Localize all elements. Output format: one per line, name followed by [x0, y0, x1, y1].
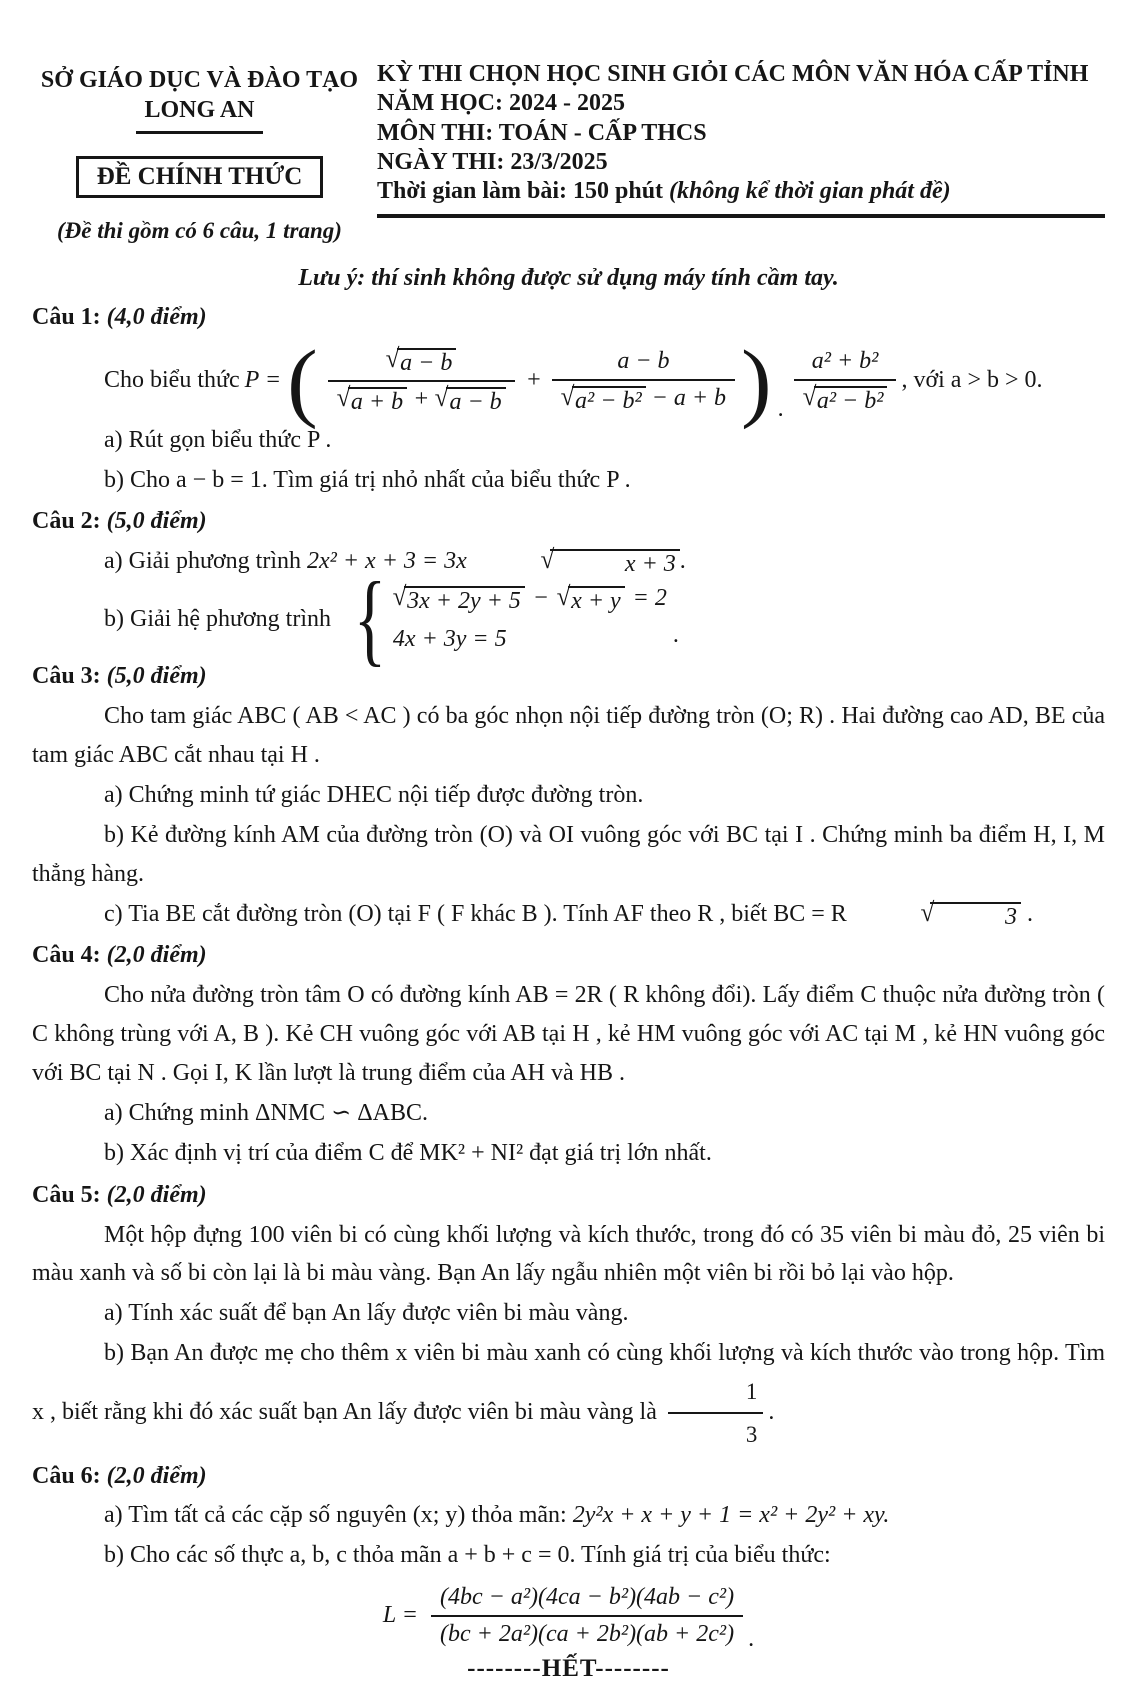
question-5a: a) Tính xác suất để bạn An lấy được viên bi màu vàng.: [104, 1300, 629, 1327]
radicand: a² − b²: [814, 386, 888, 414]
numerator: 1: [745, 1379, 758, 1405]
radicand: a − b: [446, 387, 505, 415]
exam-structure-note: (Đề thi gồm có 6 câu, 1 trang): [57, 217, 342, 243]
sqrt-a2-minus-b2: [560, 382, 646, 415]
sqrt-a-plus-b: [336, 383, 407, 416]
exam-date: NGÀY THI: 23/3/2025: [377, 148, 608, 175]
question-5-label: Câu 5:: [32, 1181, 101, 1208]
duration-line: [377, 177, 1105, 206]
radicand: x + 3: [550, 549, 680, 577]
q1-intro: Cho biểu thức: [104, 367, 240, 394]
radical-sign: √: [560, 382, 575, 412]
radical-sign: √: [336, 383, 351, 413]
question-3a: a) Chứng minh tứ giác DHEC nội tiếp được đường tròn.: [104, 781, 644, 808]
question-2-label: Câu 2:: [32, 508, 101, 535]
radicand: a + b: [348, 387, 407, 415]
calculator-notice: Lưu ý: thí sinh không được sử dụng máy tính cầm tay.: [298, 264, 839, 291]
L-fraction: [431, 1582, 743, 1649]
question-5b: [32, 1334, 1105, 1453]
question-3b: b) Kẻ đường kính AM của đường tròn (O) và OI vuông góc với BC tại I . Chứng minh ba điểm H, I, M thẳng hàng.: [32, 821, 1105, 887]
den-rest: − a + b: [651, 385, 727, 412]
equals-2: = 2: [632, 585, 667, 612]
q5b-period: .: [768, 1398, 775, 1425]
question-1-heading: [32, 298, 1105, 337]
question-4a: a) Chứng minh ΔNMC ∽ ΔABC.: [104, 1099, 428, 1126]
exam-title: KỲ THI CHỌN HỌC SINH GIỎI CÁC MÔN VĂN HÓA CẤP TỈNH: [377, 61, 1089, 87]
numerator: a² + b²: [811, 348, 879, 375]
L-period: .: [748, 1626, 755, 1653]
q2a-equation: 2x² + x + 3 = 3x: [307, 548, 467, 575]
sqrt-a-minus-b: [434, 383, 505, 416]
question-1a: a) Rút gọn biểu thức P .: [104, 426, 332, 453]
question-5-points: (2,0 điểm): [106, 1181, 207, 1208]
radicand: a − b: [397, 348, 456, 376]
header-right: [367, 60, 1105, 218]
radical-sign: √: [802, 382, 817, 412]
question-5-intro: Một hộp đựng 100 viên bi có cùng khối lượng và kích thước, trong đó có 35 viên bi màu đỏ, 25 viên bi màu xanh và số bi còn lại là bi màu vàng. Bạn An lấy ngẫu nhiên một viên bi rồi bỏ lại vào hộp.: [32, 1221, 1105, 1287]
question-1-points: (4,0 điểm): [106, 304, 207, 331]
sqrt-3x-2y-5: [392, 582, 525, 615]
q1-condition: , với a > b > 0.: [901, 367, 1043, 394]
question-2-heading: [32, 502, 1105, 541]
radical-sign: √: [920, 897, 935, 928]
official-exam-label: ĐỀ CHÍNH THỨC: [76, 156, 324, 198]
denominator: 3: [668, 1412, 764, 1453]
q1-fraction-2: [552, 346, 735, 415]
question-1b: b) Cho a − b = 1. Tìm giá trị nhỏ nhất của biểu thức P .: [104, 466, 631, 493]
equation-system: { √ 3x + 2y + 5 − √ x + y = 2 4x + 3y = 5: [353, 561, 667, 677]
school-year: NĂM HỌC: 2024 - 2025: [377, 90, 625, 117]
multiply-dot: .: [777, 395, 784, 422]
header-left: [32, 60, 367, 244]
plus-operator: +: [525, 367, 542, 394]
numerator: (4bc − a²)(4ca − b²)(4ab − c²): [440, 1584, 735, 1611]
fraction-one-third: [668, 1373, 764, 1454]
question-3-label: Câu 3:: [32, 663, 101, 690]
duration-note: (không kể thời gian phát đề): [669, 178, 951, 205]
q2b-prefix: b) Giải hệ phương trình: [104, 605, 331, 632]
radical-sign: √: [434, 383, 449, 413]
header: [32, 60, 1105, 244]
province-name: LONG AN: [136, 97, 262, 134]
q3c-text: c) Tia BE cắt đường tròn (O) tại F ( F khác B ). Tính AF theo R , biết BC = R: [104, 900, 847, 927]
numerator: a − b: [617, 348, 670, 375]
question-6a: [32, 1496, 1105, 1535]
q6a-prefix: a) Tìm tất cả các cặp số nguyên (x; y) thỏa mãn:: [104, 1502, 567, 1529]
question-6-points: (2,0 điểm): [106, 1462, 207, 1489]
question-6-label: Câu 6:: [32, 1462, 101, 1489]
question-2a: [32, 542, 1105, 581]
header-rule: [377, 214, 1105, 218]
plus-operator: +: [413, 386, 430, 413]
question-4-heading: [32, 936, 1105, 975]
radical-sign: √: [385, 344, 400, 374]
radicand: x + y: [568, 586, 625, 614]
minus-operator: −: [532, 585, 549, 612]
official-exam-box: [32, 156, 367, 198]
sqrt-x-plus-y: [556, 582, 625, 615]
q3c-period: .: [1026, 900, 1033, 927]
radicand: 3: [930, 902, 1021, 930]
q1-lhs: P =: [244, 367, 282, 394]
q2a-period: .: [679, 548, 686, 575]
q5b-text: b) Bạn An được mẹ cho thêm x viên bi màu xanh có cùng khối lượng và kích thước vào trong hộp. Tìm x , biết rằng khi đó xác suất bạn An lấy được viên bi màu vàng là: [32, 1340, 1105, 1425]
L-lhs: L =: [382, 1602, 418, 1629]
q1-fraction-3: [794, 346, 897, 415]
question-6b: b) Cho các số thực a, b, c thỏa mãn a + b + c = 0. Tính giá trị của biểu thức:: [104, 1542, 831, 1569]
subject-line: MÔN THI: TOÁN - CẤP THCS: [377, 119, 707, 146]
department-name: SỞ GIÁO DỤC VÀ ĐÀO TẠO: [40, 67, 359, 93]
question-6-heading: [32, 1457, 1105, 1496]
question-6b-formula: [32, 1576, 1105, 1653]
radical-sign: √: [392, 582, 407, 612]
province-name-wrap: [32, 95, 367, 134]
question-3-heading: [32, 657, 1105, 696]
denominator: (bc + 2a²)(ca + 2b²)(ab + 2c²): [431, 1615, 743, 1649]
sqrt-a2-minus-b2: [802, 382, 888, 415]
radicand: a² − b²: [572, 386, 646, 414]
question-4b: b) Xác định vị trí của điểm C để MK² + NI² đạt giá trị lớn nhất.: [104, 1139, 712, 1166]
exam-document: [32, 60, 1105, 1683]
q2b-period: .: [672, 622, 679, 649]
system-equation-2: 4x + 3y = 5: [392, 626, 507, 653]
question-3c: [32, 895, 1105, 934]
question-4-points: (2,0 điểm): [106, 942, 207, 969]
sqrt-a-minus-b: [385, 344, 456, 377]
q2a-prefix: a) Giải phương trình: [104, 548, 301, 575]
radical-sign: √: [556, 582, 571, 612]
radical-sign: √: [540, 545, 555, 575]
question-3-intro: Cho tam giác ABC ( AB < AC ) có ba góc nhọn nội tiếp đường tròn (O; R) . Hai đường cao AD, BE của tam giác ABC cắt nhau tại H .: [32, 703, 1105, 769]
q1-fraction-1: [328, 345, 515, 416]
question-1-formula: Cho biểu thức P = ( √ a − b √ a + b + √ a − b + a − b √ a² − b² − a + b ) . a² + b² √ a² − b² , với a > b > 0.: [104, 332, 1043, 430]
radicand: 3x + 2y + 5: [404, 586, 525, 614]
duration-text: Thời gian làm bài: 150 phút: [377, 178, 664, 205]
question-2-points: (5,0 điểm): [106, 508, 207, 535]
q6a-equation: 2y²x + x + y + 1 = x² + 2y² + xy.: [572, 1502, 890, 1529]
sqrt-x-plus-3: [467, 545, 680, 578]
question-1-label: Câu 1:: [32, 304, 101, 331]
question-4-label: Câu 4:: [32, 942, 101, 969]
question-4-intro: Cho nửa đường tròn tâm O có đường kính AB = 2R ( R không đổi). Lấy điểm C thuộc nửa đường tròn ( C không trùng với A, B ). Kẻ CH vuông góc với AB tại H , kẻ HM vuông góc với AC tại M , kẻ HN vuông góc với BC tại N . Gọi I, K lần lượt là trung điểm của AH và HB .: [32, 982, 1105, 1087]
question-3-points: (5,0 điểm): [106, 663, 207, 690]
sqrt-3: [847, 897, 1021, 930]
end-mark: --------HẾT--------: [467, 1655, 670, 1683]
system-equation-1: [392, 582, 667, 615]
question-5-heading: [32, 1176, 1105, 1215]
